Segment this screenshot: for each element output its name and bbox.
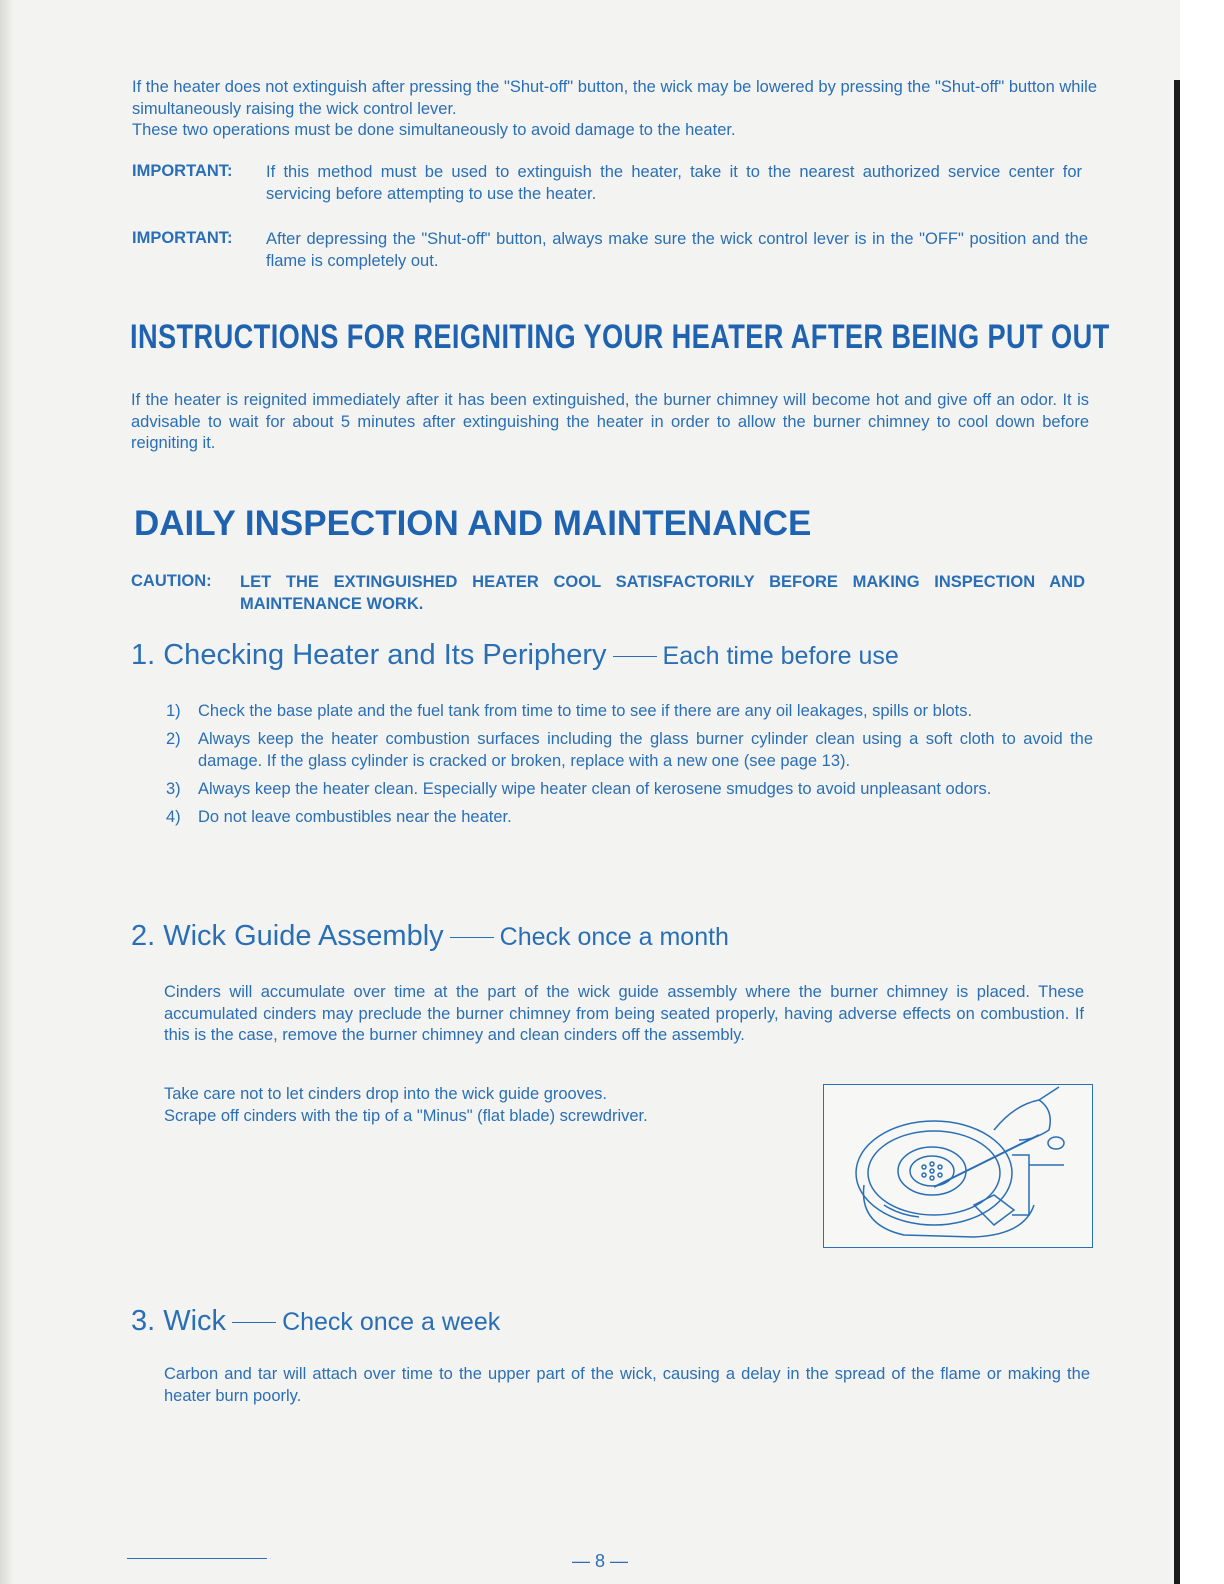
wick-guide-drawing	[824, 1085, 1092, 1247]
daily-inspection-heading: DAILY INSPECTION AND MAINTENANCE	[134, 504, 812, 543]
intro-paragraph	[132, 77, 1097, 142]
checklist-item-number: 2)	[166, 730, 181, 748]
reignite-heading: INSTRUCTIONS FOR REIGNITING YOUR HEATER AFTER BEING PUT OUT	[130, 318, 1110, 356]
important-label-2: IMPORTANT:	[132, 229, 233, 247]
section-2-paragraph-2	[164, 1084, 804, 1127]
caution-label: CAUTION:	[131, 572, 212, 590]
section-3-paragraph: Carbon and tar will attach over time to the upper part of the wick, causing a delay in the spread of the flame or making the heater burn poorly.	[164, 1365, 1090, 1405]
checklist-item-text: Check the base plate and the fuel tank from time to time to see if there are any oil leakages, spills or blots.	[198, 702, 973, 720]
important-text-2: After depressing the "Shut-off" button, always make sure the wick control lever is in the "OFF" position and the flame is completely out.	[266, 230, 1088, 270]
section-1-heading	[131, 639, 899, 672]
section-3-title: 3. Wick	[131, 1305, 227, 1337]
section-2-heading	[131, 920, 729, 953]
important-text-1: If this method must be used to extinguish the heater, take it to the nearest authorized service center for servicing before attempting to use the heater.	[266, 163, 1082, 203]
important-label-1: IMPORTANT:	[132, 162, 233, 180]
section-3-dash	[232, 1322, 276, 1323]
checklist-item	[166, 700, 1093, 722]
intro-text-2: These two operations must be done simultaneously to avoid damage to the heater.	[132, 121, 736, 139]
section-2-subtitle: Check once a month	[499, 923, 729, 951]
section-2-dash	[450, 937, 494, 938]
intro-text-1: If the heater does not extinguish after pressing the "Shut-off" button, the wick may be lowered by pressing the "Shut-off" button while simultaneously raising the wick control lever.	[132, 78, 1097, 118]
checklist-item	[166, 806, 1093, 828]
page-binding-edge	[1174, 80, 1180, 1584]
page-left-shadow	[0, 0, 14, 1584]
section-1-dash	[613, 656, 657, 657]
checklist-item-number: 1)	[166, 702, 181, 720]
checklist-item-text: Do not leave combustibles near the heater.	[198, 808, 512, 826]
caution-text: LET THE EXTINGUISHED HEATER COOL SATISFACTORILY BEFORE MAKING INSPECTION AND MAINTENANCE WORK.	[240, 573, 1085, 613]
section-1-title: 1. Checking Heater and Its Periphery	[131, 639, 607, 671]
section-1-subtitle: Each time before use	[662, 642, 899, 670]
section-3-heading	[131, 1305, 500, 1338]
section-3-subtitle: Check once a week	[282, 1308, 501, 1336]
footer-rule	[127, 1558, 267, 1559]
checklist-item-number: 4)	[166, 808, 181, 826]
section-1-checklist	[166, 700, 1093, 834]
section-2-paragraph-1: Cinders will accumulate over time at the part of the wick guide assembly where the burner chimney is placed. These accumulated cinders may preclude the burner chimney from being seated properly, having adverse effects on combustion. If this is the case, remove the burner chimney and clean cinders off the assembly.	[164, 983, 1084, 1044]
page-number: — 8 —	[572, 1551, 629, 1571]
wick-guide-illustration	[823, 1084, 1093, 1248]
checklist-item	[166, 728, 1093, 772]
section-2-title: 2. Wick Guide Assembly	[131, 920, 444, 952]
reignite-text: If the heater is reignited immediately after it has been extinguished, the burner chimney will become hot and give off an odor. It is advisable to wait for about 5 minutes after extinguishing the heater in order to allow the burner chimney to cool down before reigniting it.	[131, 391, 1089, 452]
checklist-item-text: Always keep the heater combustion surfaces including the glass burner cylinder clean using a soft cloth to avoid the damage. If the glass cylinder is cracked or broken, replace with a new one (see page 13).	[198, 730, 1093, 770]
checklist-item-text: Always keep the heater clean. Especially wipe heater clean of kerosene smudges to avoid unpleasant odors.	[198, 780, 992, 798]
checklist-item	[166, 778, 1093, 800]
section-2-text-3: Scrape off cinders with the tip of a "Minus" (flat blade) screwdriver.	[164, 1106, 648, 1125]
page-right-margin	[1180, 0, 1224, 1584]
section-2-text-2: Take care not to let cinders drop into the wick guide grooves.	[164, 1085, 607, 1103]
checklist-item-number: 3)	[166, 780, 181, 798]
